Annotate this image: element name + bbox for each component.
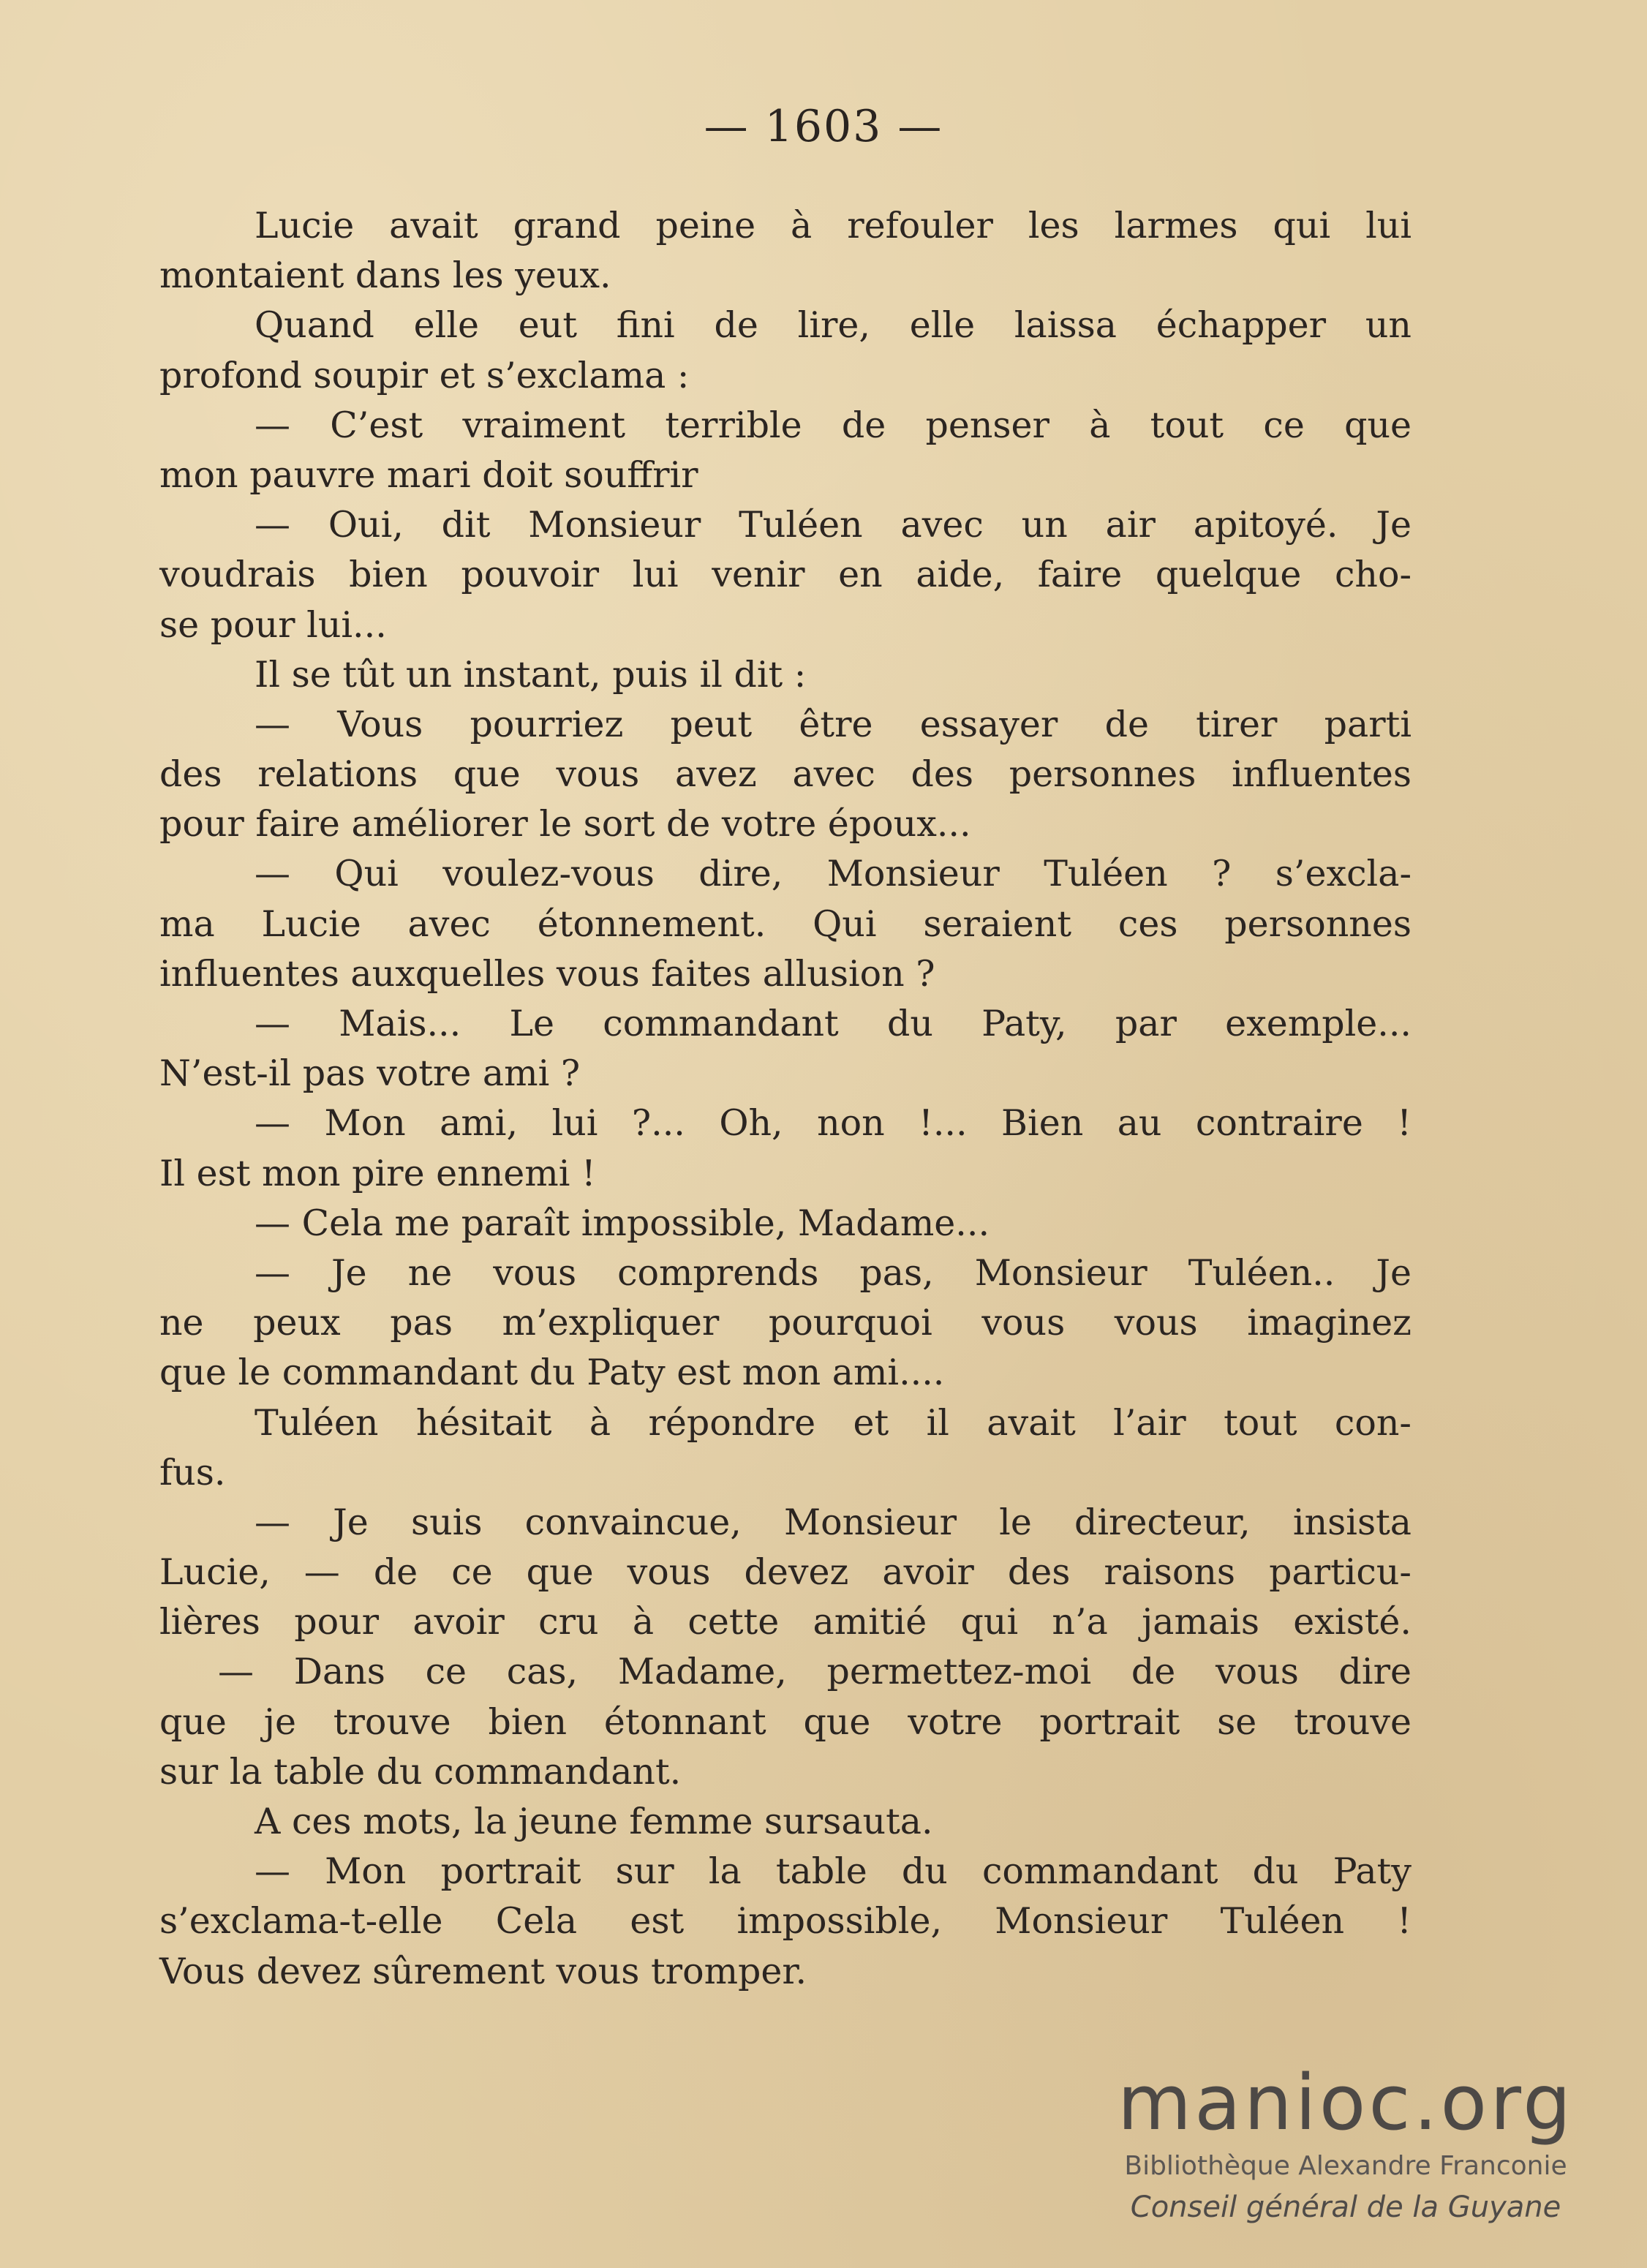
text-line: — Oui, dit Monsieur Tuléen avec un air apitoyé. Je xyxy=(255,504,1412,546)
text-line: — Je suis convaincue, Monsieur le directeur, insista xyxy=(255,1501,1412,1543)
text-line: profond soupir et s’exclama : xyxy=(159,354,690,396)
text-line: voudrais bien pouvoir lui venir en aide, faire quelque cho- xyxy=(159,554,1412,596)
text-line: — C’est vraiment terrible de penser à tout ce que xyxy=(255,404,1412,446)
text-line: montaient dans les yeux. xyxy=(159,255,611,297)
text-line: — Dans ce cas, Madame, permettez-moi de vous dire xyxy=(218,1651,1412,1693)
text-line: que le commandant du Paty est mon ami.... xyxy=(159,1352,945,1394)
text-line: — Vous pourriez peut être essayer de tirer parti xyxy=(255,703,1412,745)
text-line: — Mais... Le commandant du Paty, par exemple... xyxy=(255,1003,1412,1044)
text-line: lières pour avoir cru à cette amitié qui n’a jamais existé. xyxy=(159,1601,1412,1643)
text-line: Lucie, — de ce que vous devez avoir des raisons particu- xyxy=(159,1551,1412,1594)
manioc-logo: manioc.org xyxy=(1117,2058,1575,2147)
text-line: ma Lucie avec étonnement. Qui seraient ces personnes xyxy=(159,903,1412,945)
text-line: des relations que vous avez avec des personnes influentes xyxy=(159,753,1412,796)
text-line: A ces mots, la jeune femme sursauta. xyxy=(255,1801,933,1842)
text-line: ne peux pas m’expliquer pourquoi vous vous imaginez xyxy=(159,1302,1412,1344)
text-line: — Mon ami, lui ?... Oh, non !... Bien au contraire ! xyxy=(255,1102,1412,1145)
text-line: — Mon portrait sur la table du commandant du Paty xyxy=(255,1850,1412,1893)
page-number: — 1603 — xyxy=(704,101,943,152)
text-line: N’est-il pas votre ami ? xyxy=(159,1052,581,1095)
text-line: pour faire améliorer le sort de votre époux... xyxy=(159,803,971,845)
text-line: Vous devez sûrement vous tromper. xyxy=(159,1950,807,1992)
text-line: mon pauvre mari doit souffrir xyxy=(159,453,698,496)
text-line: s’exclama-t-elle Cela est impossible, Monsieur Tuléen ! xyxy=(159,1900,1412,1943)
text-line: sur la table du commandant. xyxy=(159,1750,682,1793)
text-line: Il se tût un instant, puis il dit : xyxy=(255,653,807,696)
body-text xyxy=(159,201,1412,1997)
council-name: Conseil général de la Guyane xyxy=(1130,2190,1561,2224)
text-line: influentes auxquelles vous faites allusion ? xyxy=(159,952,935,995)
text-line: fus. xyxy=(159,1451,226,1493)
text-line: — Cela me paraît impossible, Madame... xyxy=(255,1202,990,1244)
text-line: Il est mon pire ennemi ! xyxy=(159,1152,596,1194)
library-name: Bibliothèque Alexandre Franconie xyxy=(1124,2151,1567,2181)
text-line: Lucie avait grand peine à refouler les larmes qui lui xyxy=(255,205,1412,246)
text-line: Quand elle eut fini de lire, elle laissa échapper un xyxy=(255,304,1412,347)
text-line: — Je ne vous comprends pas, Monsieur Tuléen.. Je xyxy=(255,1251,1412,1294)
text-line: — Qui voulez-vous dire, Monsieur Tuléen ? s’excla- xyxy=(255,853,1412,895)
manioc-watermark xyxy=(1075,2059,1616,2229)
text-line: Tuléen hésitait à répondre et il avait l’air tout con- xyxy=(255,1401,1412,1444)
text-line: que je trouve bien étonnant que votre portrait se trouve xyxy=(159,1700,1412,1743)
text-line: se pour lui... xyxy=(159,603,387,646)
